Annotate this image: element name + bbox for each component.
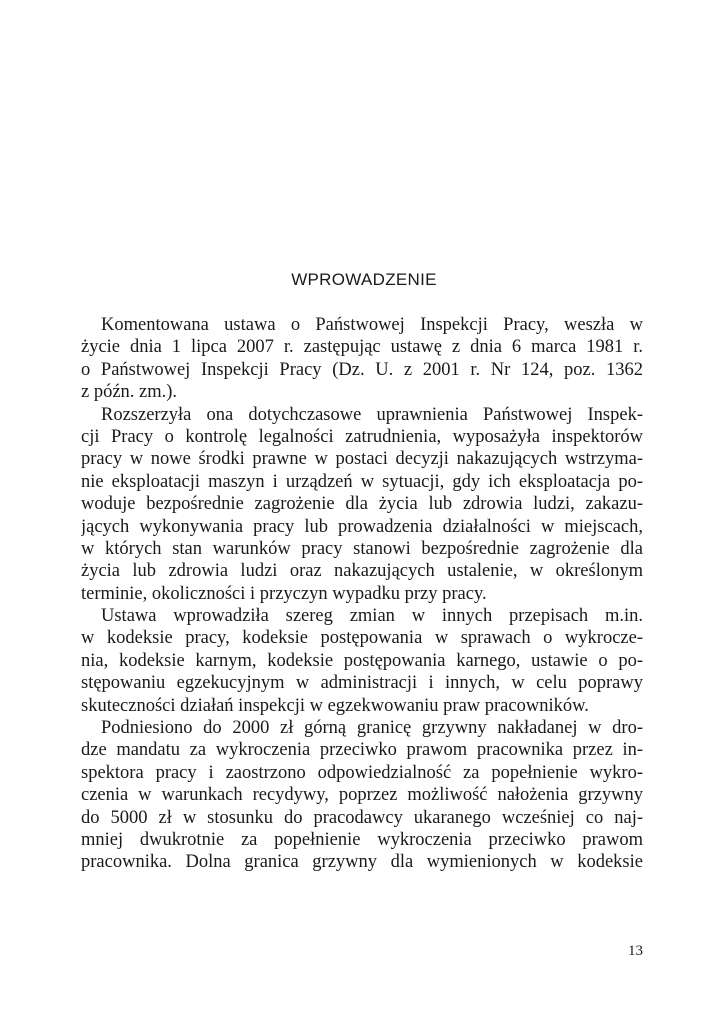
text-line: cji Pracy o kontrolę legalności zatrudnienia, wyposażyła inspektorów [81, 426, 643, 447]
text-line: skuteczności działań inspekcji w egzekwowaniu praw pracowników. [81, 695, 589, 716]
text-line: w których stan warunków pracy stanowi bezpośrednie zagrożenie dla [81, 538, 643, 559]
text-line: pracy w nowe środki prawne w postaci decyzji nakazujących wstrzyma- [81, 449, 643, 470]
text-line: pracownika. Dolna granica grzywny dla wymienionych w kodeksie [81, 852, 643, 873]
text-line: życie dnia 1 lipca 2007 r. zastępując ustawę z dnia 6 marca 1981 r. [81, 337, 643, 358]
text-line: woduje bezpośrednie zagrożenie dla życia lub zdrowia ludzi, zakazu- [81, 494, 643, 515]
text-line: nia, kodeksie karnym, kodeksie postępowania karnego, ustawie o po- [81, 650, 643, 671]
text-line: nie eksploatacji maszyn i urządzeń w sytuacji, gdy ich eksploatacja po- [81, 471, 643, 492]
text-line: dze mandatu za wykroczenia przeciwko prawom pracownika przez in- [81, 740, 643, 761]
text-line: mniej dwukrotnie za popełnienie wykroczenia przeciwko prawom [81, 829, 643, 850]
body-text [81, 314, 643, 874]
text-line: Rozszerzyła ona dotychczasowe uprawnienia Państwowej Inspek- [101, 404, 643, 425]
page-title: WPROWADZENIE [291, 270, 437, 289]
text-line: w kodeksie pracy, kodeksie postępowania w sprawach o wykrocze- [81, 628, 643, 649]
text-line: spektora pracy i zaostrzono odpowiedzialność za popełnienie wykro- [81, 762, 643, 783]
text-line: do 5000 zł w stosunku do pracodawcy ukaranego wcześniej co naj- [81, 807, 643, 828]
text-line: z późn. zm.). [81, 382, 178, 403]
text-line: życia lub zdrowia ludzi oraz nakazujących ustalenie, w określonym [81, 561, 643, 582]
text-line: o Państwowej Inspekcji Pracy (Dz. U. z 2001 r. Nr 124, poz. 1362 [81, 359, 643, 380]
text-line: Podniesiono do 2000 zł górną granicę grzywny nakładanej w dro- [101, 718, 643, 739]
page-number: 13 [628, 943, 643, 959]
text-line: terminie, okoliczności i przyczyn wypadku przy pracy. [81, 583, 487, 604]
text-line: stępowaniu egzekucyjnym w administracji i innych, w celu poprawy [81, 673, 643, 694]
text-line: Ustawa wprowadziła szereg zmian w innych przepisach m.in. [101, 606, 643, 627]
text-line: Komentowana ustawa o Państwowej Inspekcji Pracy, weszła w [101, 315, 643, 335]
text-line: czenia w warunkach recydywy, poprzez możliwość nałożenia grzywny [81, 785, 643, 806]
text-line: jących wykonywania pracy lub prowadzenia działalności w miejscach, [81, 516, 643, 537]
